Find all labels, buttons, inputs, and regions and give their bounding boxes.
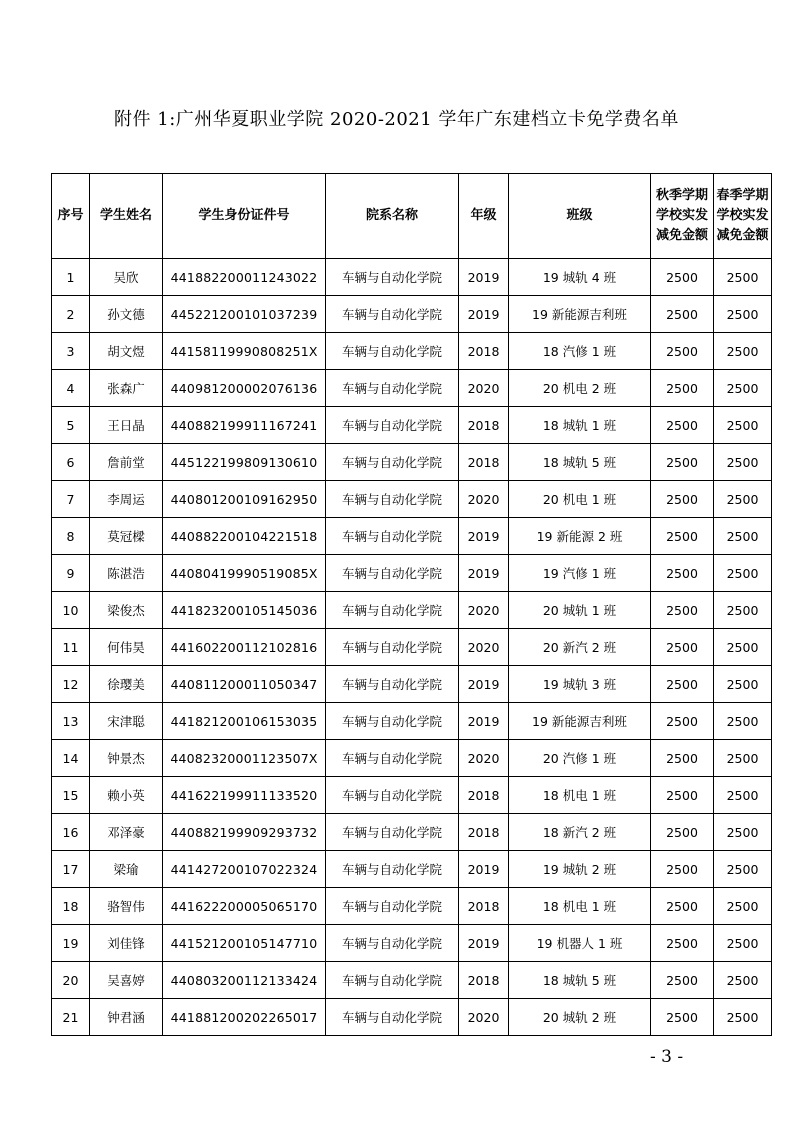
cell-grade: 2020 <box>459 592 509 629</box>
cell-id-number: 440803200112133424 <box>163 962 326 999</box>
cell-id-number: 440811200011050347 <box>163 666 326 703</box>
cell-id-number: 445122199809130610 <box>163 444 326 481</box>
cell-spring-amount: 2500 <box>714 259 772 296</box>
cell-spring-amount: 2500 <box>714 999 772 1036</box>
cell-class: 19 机器人 1 班 <box>509 925 651 962</box>
cell-autumn-amount: 2500 <box>651 296 714 333</box>
cell-grade: 2019 <box>459 259 509 296</box>
cell-department: 车辆与自动化学院 <box>326 444 459 481</box>
cell-student-name: 莫冠樑 <box>90 518 163 555</box>
cell-grade: 2018 <box>459 777 509 814</box>
cell-id-number: 445221200101037239 <box>163 296 326 333</box>
table-row <box>52 518 772 555</box>
cell-index: 21 <box>52 999 90 1036</box>
cell-grade: 2020 <box>459 370 509 407</box>
header-index: 序号 <box>52 174 90 259</box>
cell-class: 19 新能源 2 班 <box>509 518 651 555</box>
cell-department: 车辆与自动化学院 <box>326 259 459 296</box>
cell-index: 7 <box>52 481 90 518</box>
cell-autumn-amount: 2500 <box>651 444 714 481</box>
cell-id-number: 440882200104221518 <box>163 518 326 555</box>
cell-class: 19 城轨 3 班 <box>509 666 651 703</box>
table-row <box>52 296 772 333</box>
cell-student-name: 詹前堂 <box>90 444 163 481</box>
cell-id-number: 440882199911167241 <box>163 407 326 444</box>
cell-student-name: 何伟昊 <box>90 629 163 666</box>
cell-class: 18 新汽 2 班 <box>509 814 651 851</box>
cell-id-number: 441821200106153035 <box>163 703 326 740</box>
cell-department: 车辆与自动化学院 <box>326 888 459 925</box>
cell-index: 1 <box>52 259 90 296</box>
cell-index: 10 <box>52 592 90 629</box>
cell-spring-amount: 2500 <box>714 481 772 518</box>
cell-grade: 2019 <box>459 703 509 740</box>
cell-spring-amount: 2500 <box>714 962 772 999</box>
cell-grade: 2020 <box>459 629 509 666</box>
cell-grade: 2019 <box>459 925 509 962</box>
cell-class: 20 机电 2 班 <box>509 370 651 407</box>
cell-class: 18 城轨 5 班 <box>509 962 651 999</box>
cell-spring-amount: 2500 <box>714 925 772 962</box>
table-row <box>52 814 772 851</box>
cell-grade: 2019 <box>459 518 509 555</box>
cell-class: 18 城轨 1 班 <box>509 407 651 444</box>
cell-autumn-amount: 2500 <box>651 851 714 888</box>
header-id-number: 学生身份证件号 <box>163 174 326 259</box>
cell-student-name: 刘佳锋 <box>90 925 163 962</box>
cell-autumn-amount: 2500 <box>651 999 714 1036</box>
table-row <box>52 629 772 666</box>
cell-index: 9 <box>52 555 90 592</box>
cell-id-number: 441823200105145036 <box>163 592 326 629</box>
cell-spring-amount: 2500 <box>714 851 772 888</box>
cell-index: 4 <box>52 370 90 407</box>
table-header-row <box>52 174 772 259</box>
cell-department: 车辆与自动化学院 <box>326 925 459 962</box>
table-row <box>52 703 772 740</box>
cell-class: 19 城轨 2 班 <box>509 851 651 888</box>
cell-index: 17 <box>52 851 90 888</box>
cell-department: 车辆与自动化学院 <box>326 666 459 703</box>
cell-index: 12 <box>52 666 90 703</box>
cell-class: 20 机电 1 班 <box>509 481 651 518</box>
cell-class: 19 新能源吉利班 <box>509 703 651 740</box>
cell-id-number: 441427200107022324 <box>163 851 326 888</box>
cell-autumn-amount: 2500 <box>651 407 714 444</box>
cell-grade: 2018 <box>459 444 509 481</box>
cell-id-number: 440882199909293732 <box>163 814 326 851</box>
cell-department: 车辆与自动化学院 <box>326 740 459 777</box>
cell-autumn-amount: 2500 <box>651 555 714 592</box>
cell-department: 车辆与自动化学院 <box>326 518 459 555</box>
cell-spring-amount: 2500 <box>714 666 772 703</box>
cell-class: 20 汽修 1 班 <box>509 740 651 777</box>
cell-student-name: 宋津聪 <box>90 703 163 740</box>
cell-autumn-amount: 2500 <box>651 259 714 296</box>
cell-spring-amount: 2500 <box>714 518 772 555</box>
cell-class: 18 机电 1 班 <box>509 777 651 814</box>
cell-id-number: 441521200105147710 <box>163 925 326 962</box>
cell-department: 车辆与自动化学院 <box>326 962 459 999</box>
table-row <box>52 333 772 370</box>
header-grade: 年级 <box>459 174 509 259</box>
cell-index: 15 <box>52 777 90 814</box>
cell-autumn-amount: 2500 <box>651 888 714 925</box>
cell-index: 20 <box>52 962 90 999</box>
cell-grade: 2020 <box>459 999 509 1036</box>
header-autumn-amount: 秋季学期学校实发减免金额 <box>651 174 714 259</box>
cell-grade: 2018 <box>459 888 509 925</box>
cell-student-name: 张森广 <box>90 370 163 407</box>
cell-grade: 2018 <box>459 333 509 370</box>
cell-department: 车辆与自动化学院 <box>326 555 459 592</box>
cell-spring-amount: 2500 <box>714 777 772 814</box>
cell-autumn-amount: 2500 <box>651 666 714 703</box>
cell-department: 车辆与自动化学院 <box>326 851 459 888</box>
cell-student-name: 钟景杰 <box>90 740 163 777</box>
cell-grade: 2018 <box>459 407 509 444</box>
table-row <box>52 666 772 703</box>
cell-grade: 2020 <box>459 481 509 518</box>
table-row <box>52 444 772 481</box>
table-row <box>52 925 772 962</box>
table-row <box>52 592 772 629</box>
header-student-name: 学生姓名 <box>90 174 163 259</box>
cell-student-name: 陈湛浩 <box>90 555 163 592</box>
cell-spring-amount: 2500 <box>714 555 772 592</box>
cell-autumn-amount: 2500 <box>651 814 714 851</box>
cell-spring-amount: 2500 <box>714 444 772 481</box>
table-row <box>52 370 772 407</box>
page-number: - 3 - <box>650 1047 684 1067</box>
cell-grade: 2018 <box>459 814 509 851</box>
cell-spring-amount: 2500 <box>714 333 772 370</box>
cell-class: 19 新能源吉利班 <box>509 296 651 333</box>
cell-student-name: 骆智伟 <box>90 888 163 925</box>
cell-autumn-amount: 2500 <box>651 703 714 740</box>
table-row <box>52 259 772 296</box>
cell-index: 14 <box>52 740 90 777</box>
cell-department: 车辆与自动化学院 <box>326 777 459 814</box>
cell-class: 20 城轨 2 班 <box>509 999 651 1036</box>
cell-id-number: 440981200002076136 <box>163 370 326 407</box>
cell-id-number: 44080419990519085X <box>163 555 326 592</box>
cell-grade: 2020 <box>459 740 509 777</box>
cell-grade: 2019 <box>459 851 509 888</box>
cell-index: 13 <box>52 703 90 740</box>
cell-class: 19 城轨 4 班 <box>509 259 651 296</box>
cell-department: 车辆与自动化学院 <box>326 333 459 370</box>
cell-student-name: 梁俊杰 <box>90 592 163 629</box>
cell-student-name: 李周运 <box>90 481 163 518</box>
cell-id-number: 441882200011243022 <box>163 259 326 296</box>
cell-index: 2 <box>52 296 90 333</box>
cell-student-name: 赖小英 <box>90 777 163 814</box>
cell-student-name: 吴欣 <box>90 259 163 296</box>
cell-index: 18 <box>52 888 90 925</box>
cell-id-number: 441602200112102816 <box>163 629 326 666</box>
cell-index: 19 <box>52 925 90 962</box>
table-row <box>52 740 772 777</box>
cell-autumn-amount: 2500 <box>651 481 714 518</box>
student-table <box>51 173 772 1036</box>
table-row <box>52 555 772 592</box>
cell-spring-amount: 2500 <box>714 592 772 629</box>
cell-spring-amount: 2500 <box>714 407 772 444</box>
cell-department: 车辆与自动化学院 <box>326 592 459 629</box>
cell-department: 车辆与自动化学院 <box>326 999 459 1036</box>
cell-student-name: 邓泽豪 <box>90 814 163 851</box>
cell-index: 5 <box>52 407 90 444</box>
cell-department: 车辆与自动化学院 <box>326 814 459 851</box>
table-row <box>52 999 772 1036</box>
cell-student-name: 钟君涵 <box>90 999 163 1036</box>
cell-grade: 2019 <box>459 296 509 333</box>
cell-grade: 2019 <box>459 666 509 703</box>
cell-department: 车辆与自动化学院 <box>326 407 459 444</box>
cell-spring-amount: 2500 <box>714 296 772 333</box>
cell-autumn-amount: 2500 <box>651 629 714 666</box>
cell-index: 11 <box>52 629 90 666</box>
cell-id-number: 44082320001123507X <box>163 740 326 777</box>
cell-id-number: 441622200005065170 <box>163 888 326 925</box>
table-body <box>52 259 772 1036</box>
cell-student-name: 吴喜婷 <box>90 962 163 999</box>
cell-id-number: 44158119990808251X <box>163 333 326 370</box>
cell-class: 19 汽修 1 班 <box>509 555 651 592</box>
cell-index: 6 <box>52 444 90 481</box>
cell-class: 18 机电 1 班 <box>509 888 651 925</box>
cell-student-name: 胡文煜 <box>90 333 163 370</box>
cell-class: 18 城轨 5 班 <box>509 444 651 481</box>
document-title: 附件 1:广州华夏职业学院 2020-2021 学年广东建档立卡免学费名单 <box>114 109 679 130</box>
cell-index: 8 <box>52 518 90 555</box>
header-spring-amount: 春季学期学校实发减免金额 <box>714 174 772 259</box>
cell-student-name: 孙文德 <box>90 296 163 333</box>
cell-department: 车辆与自动化学院 <box>326 481 459 518</box>
header-department: 院系名称 <box>326 174 459 259</box>
cell-department: 车辆与自动化学院 <box>326 296 459 333</box>
cell-student-name: 梁瑜 <box>90 851 163 888</box>
cell-autumn-amount: 2500 <box>651 777 714 814</box>
cell-department: 车辆与自动化学院 <box>326 629 459 666</box>
table-row <box>52 777 772 814</box>
cell-id-number: 441622199911133520 <box>163 777 326 814</box>
cell-spring-amount: 2500 <box>714 740 772 777</box>
cell-autumn-amount: 2500 <box>651 592 714 629</box>
table-row <box>52 962 772 999</box>
cell-spring-amount: 2500 <box>714 370 772 407</box>
cell-autumn-amount: 2500 <box>651 925 714 962</box>
table-row <box>52 481 772 518</box>
cell-grade: 2018 <box>459 962 509 999</box>
cell-student-name: 徐璎美 <box>90 666 163 703</box>
cell-department: 车辆与自动化学院 <box>326 370 459 407</box>
cell-spring-amount: 2500 <box>714 703 772 740</box>
cell-autumn-amount: 2500 <box>651 518 714 555</box>
cell-grade: 2019 <box>459 555 509 592</box>
cell-autumn-amount: 2500 <box>651 962 714 999</box>
cell-index: 16 <box>52 814 90 851</box>
cell-class: 20 城轨 1 班 <box>509 592 651 629</box>
cell-spring-amount: 2500 <box>714 888 772 925</box>
cell-autumn-amount: 2500 <box>651 370 714 407</box>
cell-autumn-amount: 2500 <box>651 740 714 777</box>
cell-class: 18 汽修 1 班 <box>509 333 651 370</box>
cell-department: 车辆与自动化学院 <box>326 703 459 740</box>
cell-student-name: 王日晶 <box>90 407 163 444</box>
cell-spring-amount: 2500 <box>714 814 772 851</box>
cell-id-number: 441881200202265017 <box>163 999 326 1036</box>
cell-id-number: 440801200109162950 <box>163 481 326 518</box>
cell-class: 20 新汽 2 班 <box>509 629 651 666</box>
header-class: 班级 <box>509 174 651 259</box>
table-row <box>52 851 772 888</box>
table-row <box>52 888 772 925</box>
cell-index: 3 <box>52 333 90 370</box>
cell-autumn-amount: 2500 <box>651 333 714 370</box>
table-row <box>52 407 772 444</box>
cell-spring-amount: 2500 <box>714 629 772 666</box>
